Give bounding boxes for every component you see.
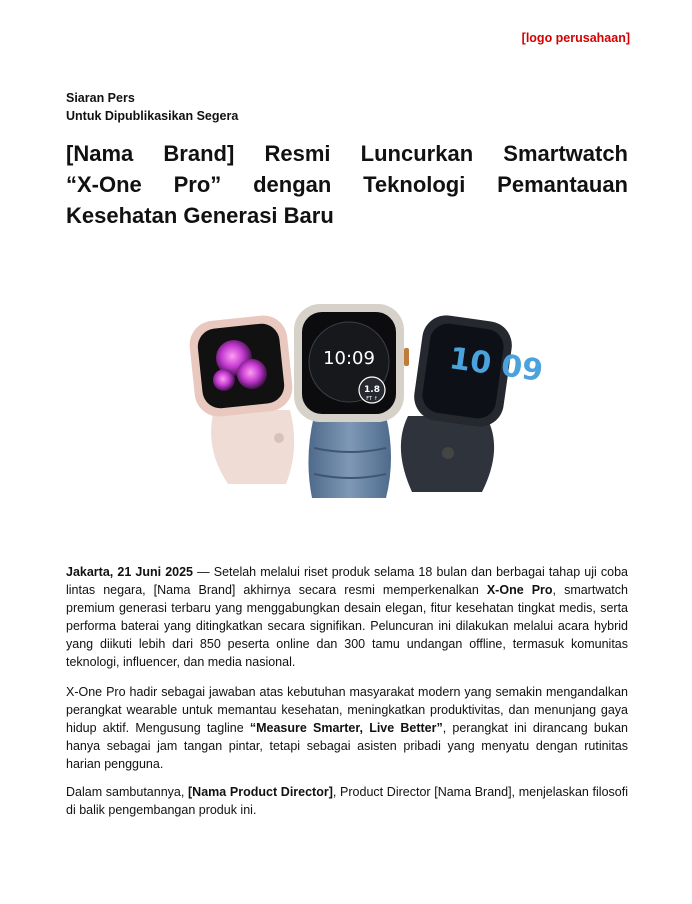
p3-text-1: Dalam sambutannya, — [66, 785, 188, 799]
watch-center-sub-unit: FT ↑ — [366, 396, 378, 402]
press-meta — [66, 89, 238, 125]
p1-text-2: , smartwatch premium generasi terbaru yang menggabungkan desain elegan, fitur kesehatan tingkat medis, serta performa baterai yang ditingkatkan secara signifikan. Peluncuran ini dilakukan melalui acara hybrid yang diikuti lebih dari 850 peserta online dan 300 tamu undangan offline, termasuk komunitas teknologi, influencer, dan media nasional. — [66, 583, 628, 669]
p2-text-1: X-One Pro hadir sebagai jawaban atas kebutuhan masyarakat modern yang semakin mengandalkan perangkat wearable untuk memantau kesehatan, meningkatkan produktivitas, dan menunjang gaya hidup aktif. Mengusung tagline — [66, 685, 628, 735]
watch-left-pink — [187, 313, 294, 484]
watch-center-sub-value: 1.8 — [364, 385, 380, 395]
dateline: Jakarta, 21 Juni 2025 — [66, 565, 194, 579]
press-release-label: Siaran Pers — [66, 91, 135, 105]
watch-center-ultra — [294, 304, 409, 498]
paragraph-2 — [66, 683, 628, 773]
watch-right-black — [401, 312, 545, 492]
tagline: “Measure Smarter, Live Better” — [249, 721, 443, 735]
smartwatch-hero-image — [186, 298, 546, 498]
p3-text-2: , Product Director [Nama Brand], menjelaskan filosofi di balik pengembangan produk ini. — [66, 785, 628, 817]
p2-text-2: , perangkat ini dirancang bukan hanya sebagai jam tangan pintar, tetapi sebagai asisten pribadi yang menyatu dengan rutinitas harian pengguna. — [66, 721, 628, 771]
release-timing: Untuk Dipublikasikan Segera — [66, 109, 239, 123]
director-name: [Nama Product Director] — [188, 785, 333, 799]
watch-center-time: 10:09 — [323, 348, 375, 369]
product-name: X-One Pro — [486, 583, 553, 597]
paragraph-1 — [66, 563, 628, 671]
p1-text-1: — Setelah melalui riset produk selama 18 bulan dan berbagai tahap uji coba lintas negara, [Nama Brand] akhirnya secara resmi memperkenalkan — [66, 565, 628, 597]
title-line-1: [Nama Brand] Resmi Luncurkan Smartwatch — [66, 141, 628, 166]
title-line-2: “X-One Pro” dengan Teknologi Pemantauan — [66, 172, 628, 197]
title-line-3: Kesehatan Generasi Baru — [66, 203, 334, 228]
watch-right-digits: 10 09 — [447, 341, 546, 389]
paragraph-3 — [66, 783, 628, 819]
company-logo-placeholder: [logo perusahaan] — [521, 31, 630, 45]
press-title — [66, 138, 628, 231]
